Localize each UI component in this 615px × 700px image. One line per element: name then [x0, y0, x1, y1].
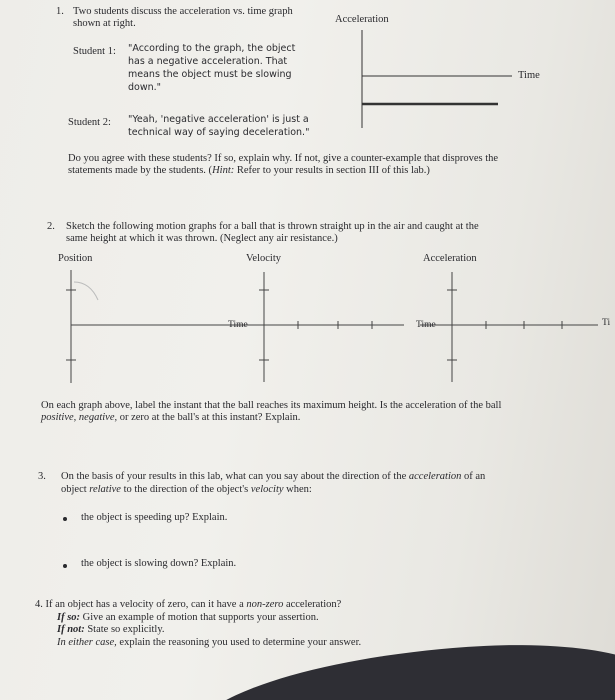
q3-bullet-2: [63, 564, 67, 568]
student1-label: Student 1:: [73, 46, 116, 57]
q2-number: 2.: [47, 221, 55, 232]
q3-bullet-speeding-up: the object is speeding up? Explain.: [81, 512, 228, 523]
velocity-graph-label: Velocity: [246, 253, 281, 264]
q3-number: 3.: [38, 471, 46, 482]
q4-prompt: 4. If an object has a velocity of zero, can it have a non-zero acceleration?: [35, 599, 342, 610]
student1-quote-line2: has a negative acceleration. That: [128, 56, 288, 67]
acceleration-graph: [420, 272, 598, 382]
q1-prompt-line1: Two students discuss the acceleration vs. time graph: [73, 6, 293, 17]
q2-followup-line2: positive, negative, or zero at the ball's at this instant? Explain.: [41, 412, 301, 423]
student2-quote-line1: "Yeah, 'negative acceleration' is just a: [128, 114, 309, 125]
acceleration-graph-label: Acceleration: [423, 253, 477, 264]
student1-quote-line3: means the object must be slowing: [128, 69, 292, 80]
q3-bullet-1: [63, 517, 67, 521]
position-graph: [66, 270, 225, 383]
q4-if-so: If so: Give an example of motion that supports your assertion.: [57, 612, 319, 623]
velocity-graph-time-label: Time: [416, 320, 436, 330]
q1-acceleration-graph: [362, 30, 512, 128]
q3-prompt-line1: On the basis of your results in this lab, what can you say about the direction of the acceleration of an: [61, 471, 486, 482]
student2-quote-line2: technical way of saying deceleration.": [128, 127, 310, 138]
q4-if-not: If not: State so explicitly.: [57, 624, 165, 635]
q2-prompt-line1: Sketch the following motion graphs for a ball that is thrown straight up in the air and caught at the: [66, 221, 479, 232]
q1-graph-ylabel: Acceleration: [335, 14, 389, 25]
q3-bullet-slowing-down: the object is slowing down? Explain.: [81, 558, 237, 569]
q1-graph-xlabel: Time: [518, 70, 540, 81]
position-graph-label: Position: [58, 253, 93, 264]
q1-question-line1: Do you agree with these students? If so, explain why. If not, give a counter-example that disproves the: [68, 153, 499, 164]
position-graph-time-label: Time: [228, 320, 248, 330]
student1-quote-line1: "According to the graph, the object: [128, 43, 296, 54]
student2-label: Student 2:: [68, 117, 111, 128]
q4-either-case: In either case, explain the reasoning you used to determine your answer.: [57, 637, 362, 648]
student1-quote-line4: down.": [128, 82, 162, 93]
q2-followup-line1: On each graph above, label the instant that the ball reaches its maximum height. Is the acceleration of the ball: [41, 400, 502, 411]
acceleration-graph-time-label-cut: Ti: [602, 318, 611, 328]
q3-prompt-line2: object relative to the direction of the object's velocity when:: [61, 484, 312, 495]
q1-number: 1.: [56, 6, 64, 17]
q2-prompt-line2: same height at which it was thrown. (Neglect any air resistance.): [66, 233, 338, 244]
q1-prompt-line2: shown at right.: [73, 18, 136, 29]
q1-question-line2: statements made by the students. (Hint: Refer to your results in section III of this lab.): [68, 165, 430, 176]
